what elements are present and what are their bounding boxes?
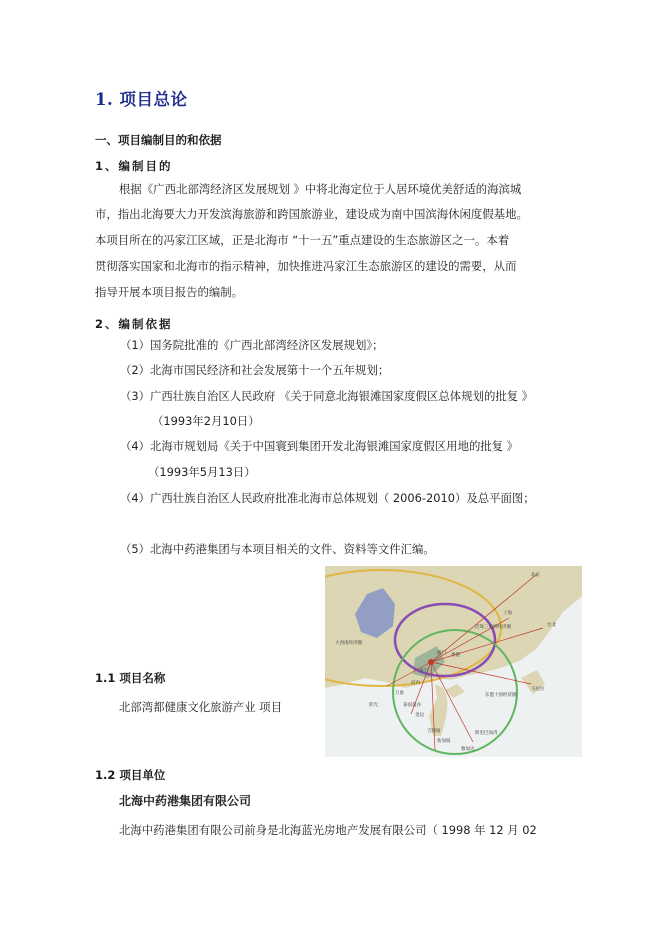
- basis-item: （1）国务院批准的《广西北部湾经济区发展规划》；: [120, 338, 384, 352]
- label-manila: 马尼拉: [531, 687, 545, 692]
- subheading-basis: 2、编制依据: [95, 317, 173, 331]
- basis-item: （3）广西壮族自治区人民政府 《关于同意北海银滩国家度假区总体规划的批复 》: [120, 389, 534, 403]
- paragraph-line: 本项目所在的冯家江区域，正是北海市 “十一五”重点建设的生态旅游区之一。本着: [95, 233, 510, 247]
- paragraph-line: 市，指出北海要大力开发滨海旅游和跨国旅游业，建设成为南中国滨海休闲度假基地。: [95, 207, 528, 221]
- label-taipei: 台北: [547, 623, 556, 628]
- label-hanoi: 河内: [411, 681, 420, 686]
- label-bangkok: 泰国曼谷: [403, 703, 421, 708]
- regional-economic-map: [325, 566, 582, 757]
- label-vientiane: 万象: [395, 691, 404, 696]
- label-nanning: 南宁: [419, 669, 428, 674]
- label-jakarta: 雅加达: [461, 747, 475, 752]
- section-heading-project-unit: 1.2 项目单位: [95, 768, 166, 782]
- subheading-purpose: 1、编制目的: [95, 159, 173, 173]
- label-pearl-river: 泛珠三角洲经济圈: [475, 625, 511, 630]
- company-description: 北海中药港集团有限公司前身是北海蓝光房地产发展有限公司（ 1998 年 12 月 02: [119, 823, 537, 837]
- basis-item: （4）广西壮族自治区人民政府批准北海市总体规划（ 2006-2010）及总平面图；: [120, 491, 535, 505]
- basis-item: （4）北海市规划局《关于中国寰到集团开发北海银滩国家度假区用地的批复 》: [120, 439, 519, 453]
- label-beijing: 北京: [531, 573, 540, 578]
- section-heading-project-name: 1.1 项目名称: [95, 671, 166, 685]
- label-singapore: 新加坡: [437, 739, 451, 744]
- label-shanghai: 上海: [503, 611, 512, 616]
- company-name: 北海中药港集团有限公司: [119, 794, 252, 808]
- label-macau: 澳门: [437, 651, 446, 656]
- label-asean: 东盟十国经济圈: [485, 693, 517, 698]
- paragraph-line: 指导开展本项目报告的编制。: [95, 285, 244, 299]
- basis-item: （5）北海中药港集团与本项目相关的文件、资料等文件汇编。: [120, 542, 435, 556]
- basis-item-date: （1993年5月13日）: [148, 465, 256, 479]
- label-southwest: 大西南经济圈: [335, 641, 362, 646]
- basis-item: （2）北海市国民经济和社会发展第十一个五年规划；: [120, 363, 390, 377]
- beihai-marker: [428, 659, 434, 665]
- basis-item-date: （1993年2月10日）: [152, 414, 260, 428]
- page-title: 1. 项目总论: [95, 90, 188, 109]
- paragraph-line: 根据《广西北部湾经济区发展规划 》中将北海定位于人居环境优美舒适的海滨城: [119, 182, 522, 196]
- section-heading-purpose-basis: 一、项目编制目的和依据: [95, 133, 222, 147]
- paragraph-line: 贯彻落实国家和北海市的指示精神，加快推进冯家江生态旅游区的建设的需要，从而: [95, 259, 517, 273]
- label-hongkong: 香港: [451, 653, 460, 658]
- label-bandar: 斯里巴加湾: [475, 731, 498, 736]
- label-kuala-lumpur: 吉隆坡: [427, 729, 441, 734]
- project-name: 北部湾都健康文化旅游产业 项目: [119, 700, 283, 714]
- label-yangon: 仰光: [369, 703, 378, 708]
- label-phnom-penh: 金边: [415, 713, 424, 718]
